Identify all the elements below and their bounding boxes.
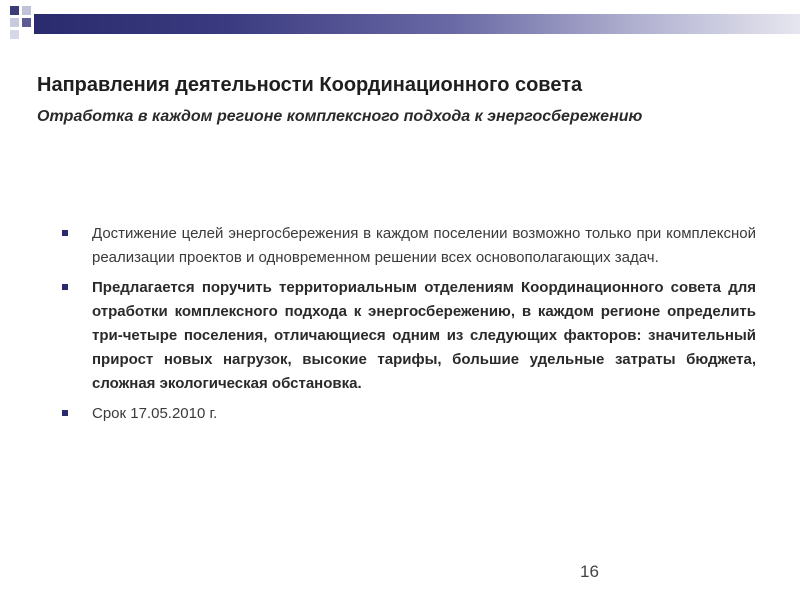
square-bullet-icon — [62, 410, 68, 416]
bullet-item — [62, 402, 756, 426]
decorative-square — [10, 18, 19, 27]
bullet-text: Срок 17.05.2010 г. — [92, 405, 218, 422]
bullet-list — [62, 222, 756, 432]
page-number: 16 — [580, 562, 599, 581]
decorative-square — [22, 18, 31, 27]
bullet-text: Предлагается поручить территориальным отделениям Координационного совета для отработки комплексного подхода к энергосбережению, в каждом регионе определить три-четыре поселения, отличающиеся одним из следующих факторов: значительный прирост новых нагрузок, высокие тарифы, большие удельные затраты бюджета, сложная экологическая обстановка. — [92, 279, 756, 392]
bullet-text: Достижение целей энергосбережения в каждом поселении возможно только при комплексной реализации проектов и одновременном решении всех основополагающих задач. — [92, 225, 756, 266]
decorative-square — [10, 6, 19, 15]
decorative-square — [10, 30, 19, 39]
slide-subtitle: Отработка в каждом регионе комплексного подхода к энергосбережению — [37, 108, 643, 125]
decorative-square — [22, 6, 31, 15]
bullet-item — [62, 222, 756, 270]
square-bullet-icon — [62, 284, 68, 290]
header-decoration — [0, 0, 800, 38]
bullet-item — [62, 276, 756, 396]
square-bullet-icon — [62, 230, 68, 236]
slide-title: Направления деятельности Координационного совета — [37, 74, 583, 96]
header-gradient-band — [34, 14, 800, 34]
